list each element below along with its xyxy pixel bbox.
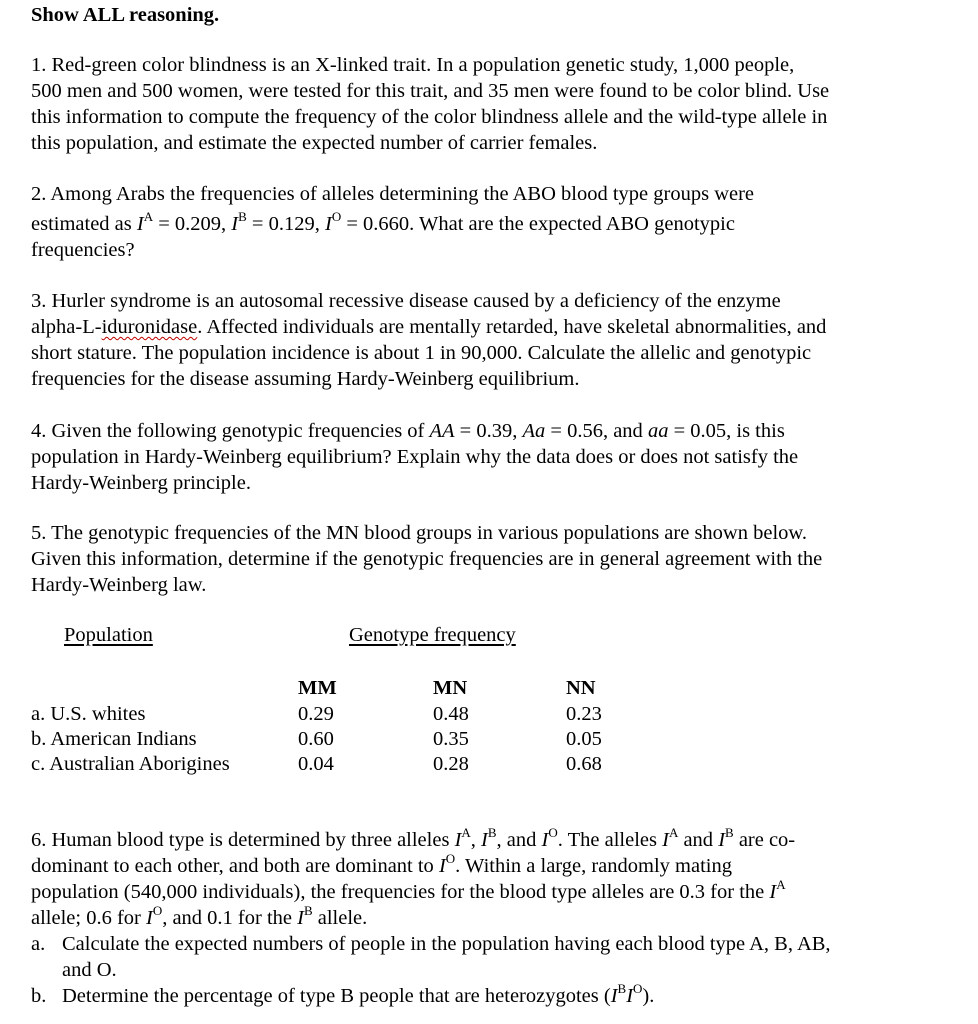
genotype-AA: AA — [429, 420, 455, 442]
q1-line: 500 men and 500 women, were tested for this trait, and 35 men were found to be color blind. Use — [31, 80, 830, 102]
q2-line: 2. Among Arabs the frequencies of alleles determining the ABO blood type groups were — [31, 183, 755, 205]
allele-io: I — [324, 213, 332, 235]
allele-ia: I — [136, 213, 144, 235]
subitem-a-line: and O. — [62, 959, 117, 981]
q5-line: Hardy-Weinberg law. — [31, 574, 207, 596]
allele-ib: I — [718, 829, 726, 851]
q4-line: 4. Given the following genotypic frequencies of AA = 0.39, Aa = 0.56, and aa = 0.05, is this — [31, 420, 785, 442]
q2-text: = 0.660. What are the expected ABO genotypic — [341, 213, 735, 235]
allele-ia: I — [662, 829, 669, 851]
question-5 — [31, 520, 931, 598]
cell-nn: 0.05 — [566, 728, 602, 750]
q4-line: population in Hardy-Weinberg equilibrium? Explain why the data does or does not satisfy the — [31, 446, 799, 468]
row-label: c. Australian Aborigines — [31, 753, 230, 775]
allele-ia: I — [769, 881, 777, 903]
allele-sup: B — [238, 209, 247, 225]
question-2 — [31, 181, 931, 263]
cell-mn: 0.48 — [433, 703, 469, 725]
allele-ib: I — [610, 985, 618, 1007]
cell-nn: 0.68 — [566, 753, 602, 775]
q3-line — [31, 314, 931, 340]
question-6 — [31, 827, 931, 931]
q6-line: 6. Human blood type is determined by three alleles $I^A$, $I^B$, and $I^O$. The alleles $I^A$ and $I^B$ are co- — [31, 825, 796, 851]
q2-line — [31, 211, 931, 237]
page-heading: Show ALL reasoning. — [31, 4, 220, 26]
subitem-b-text: Determine the percentage of type B people that are heterozygotes $(I^BI^O)$. — [62, 981, 655, 1007]
q2-text: = 0.209, — [153, 213, 232, 235]
subitem-a-text — [62, 931, 831, 983]
allele-ib: I — [297, 907, 304, 929]
q3-text: alpha-L- — [31, 316, 102, 338]
q3-line: frequencies for the disease assuming Hardy-Weinberg equilibrium. — [31, 368, 580, 390]
question-3 — [31, 288, 931, 392]
genotype-aa: aa — [647, 420, 669, 442]
genotype-frequency-header: Genotype frequency — [349, 624, 516, 646]
q5-line: 5. The genotypic frequencies of the MN blood groups in various populations are shown below. — [31, 522, 807, 544]
q5-line: Given this information, determine if the genotypic frequencies are in general agreement with the — [31, 548, 823, 570]
allele-ia: I — [454, 829, 462, 851]
col-header-nn: NN — [566, 677, 596, 699]
cell-mm: 0.04 — [298, 753, 334, 775]
q3-text: . Affected individuals are mentally retarded, have skeletal abnormalities, and — [197, 316, 827, 338]
cell-mm: 0.60 — [298, 728, 334, 750]
genotype-Aa: Aa — [522, 420, 546, 442]
population-header: Population — [64, 624, 153, 646]
spellcheck-word: iduronidase — [101, 316, 198, 338]
q2-text: = 0.129, — [246, 213, 325, 235]
col-header-mm: MM — [298, 677, 337, 699]
q6-line: population (540,000 individuals), the frequencies for the blood type alleles are 0.3 for the $I^A$ — [31, 877, 786, 903]
question-4 — [31, 418, 931, 496]
question-1 — [31, 52, 931, 156]
q3-line: 3. Hurler syndrome is an autosomal recessive disease caused by a deficiency of the enzyme — [31, 290, 781, 312]
subitem-a-marker: a. — [31, 933, 46, 955]
row-label: a. U.S. whites — [31, 703, 146, 725]
allele-io: I — [626, 985, 634, 1007]
q4-line: Hardy-Weinberg principle. — [31, 472, 251, 494]
subitem-b-marker: b. — [31, 985, 47, 1007]
cell-nn: 0.23 — [566, 703, 602, 725]
cell-mn: 0.35 — [433, 728, 469, 750]
allele-io: I — [541, 829, 549, 851]
q1-line: 1. Red-green color blindness is an X-linked trait. In a population genetic study, 1,000 people, — [31, 54, 795, 76]
cell-mm: 0.29 — [298, 703, 334, 725]
q3-line: short stature. The population incidence is about 1 in 90,000. Calculate the allelic and genotypic — [31, 342, 812, 364]
q1-line: this information to compute the frequency of the color blindness allele and the wild-type allele in — [31, 106, 828, 128]
allele-ib: I — [481, 829, 488, 851]
q2-line: frequencies? — [31, 239, 135, 261]
q6-line: allele; 0.6 for $I^O$, and 0.1 for the $I^B$ allele. — [31, 903, 368, 929]
allele-io: I — [438, 855, 446, 877]
q2-text: estimated as — [31, 213, 137, 235]
allele-ib: I — [231, 213, 239, 235]
cell-mn: 0.28 — [433, 753, 469, 775]
q6-line: dominant to each other, and both are dominant to $I^O$. Within a large, randomly mating — [31, 851, 732, 877]
q1-line: this population, and estimate the expected number of carrier females. — [31, 132, 598, 154]
subitem-a-line: Calculate the expected numbers of people in the population having each blood type A, B, AB, — [62, 933, 831, 955]
col-header-mn: MN — [433, 677, 468, 699]
allele-sup: O — [331, 209, 342, 225]
allele-io: I — [145, 907, 153, 929]
row-label: b. American Indians — [31, 728, 197, 750]
allele-sup: A — [143, 209, 154, 225]
